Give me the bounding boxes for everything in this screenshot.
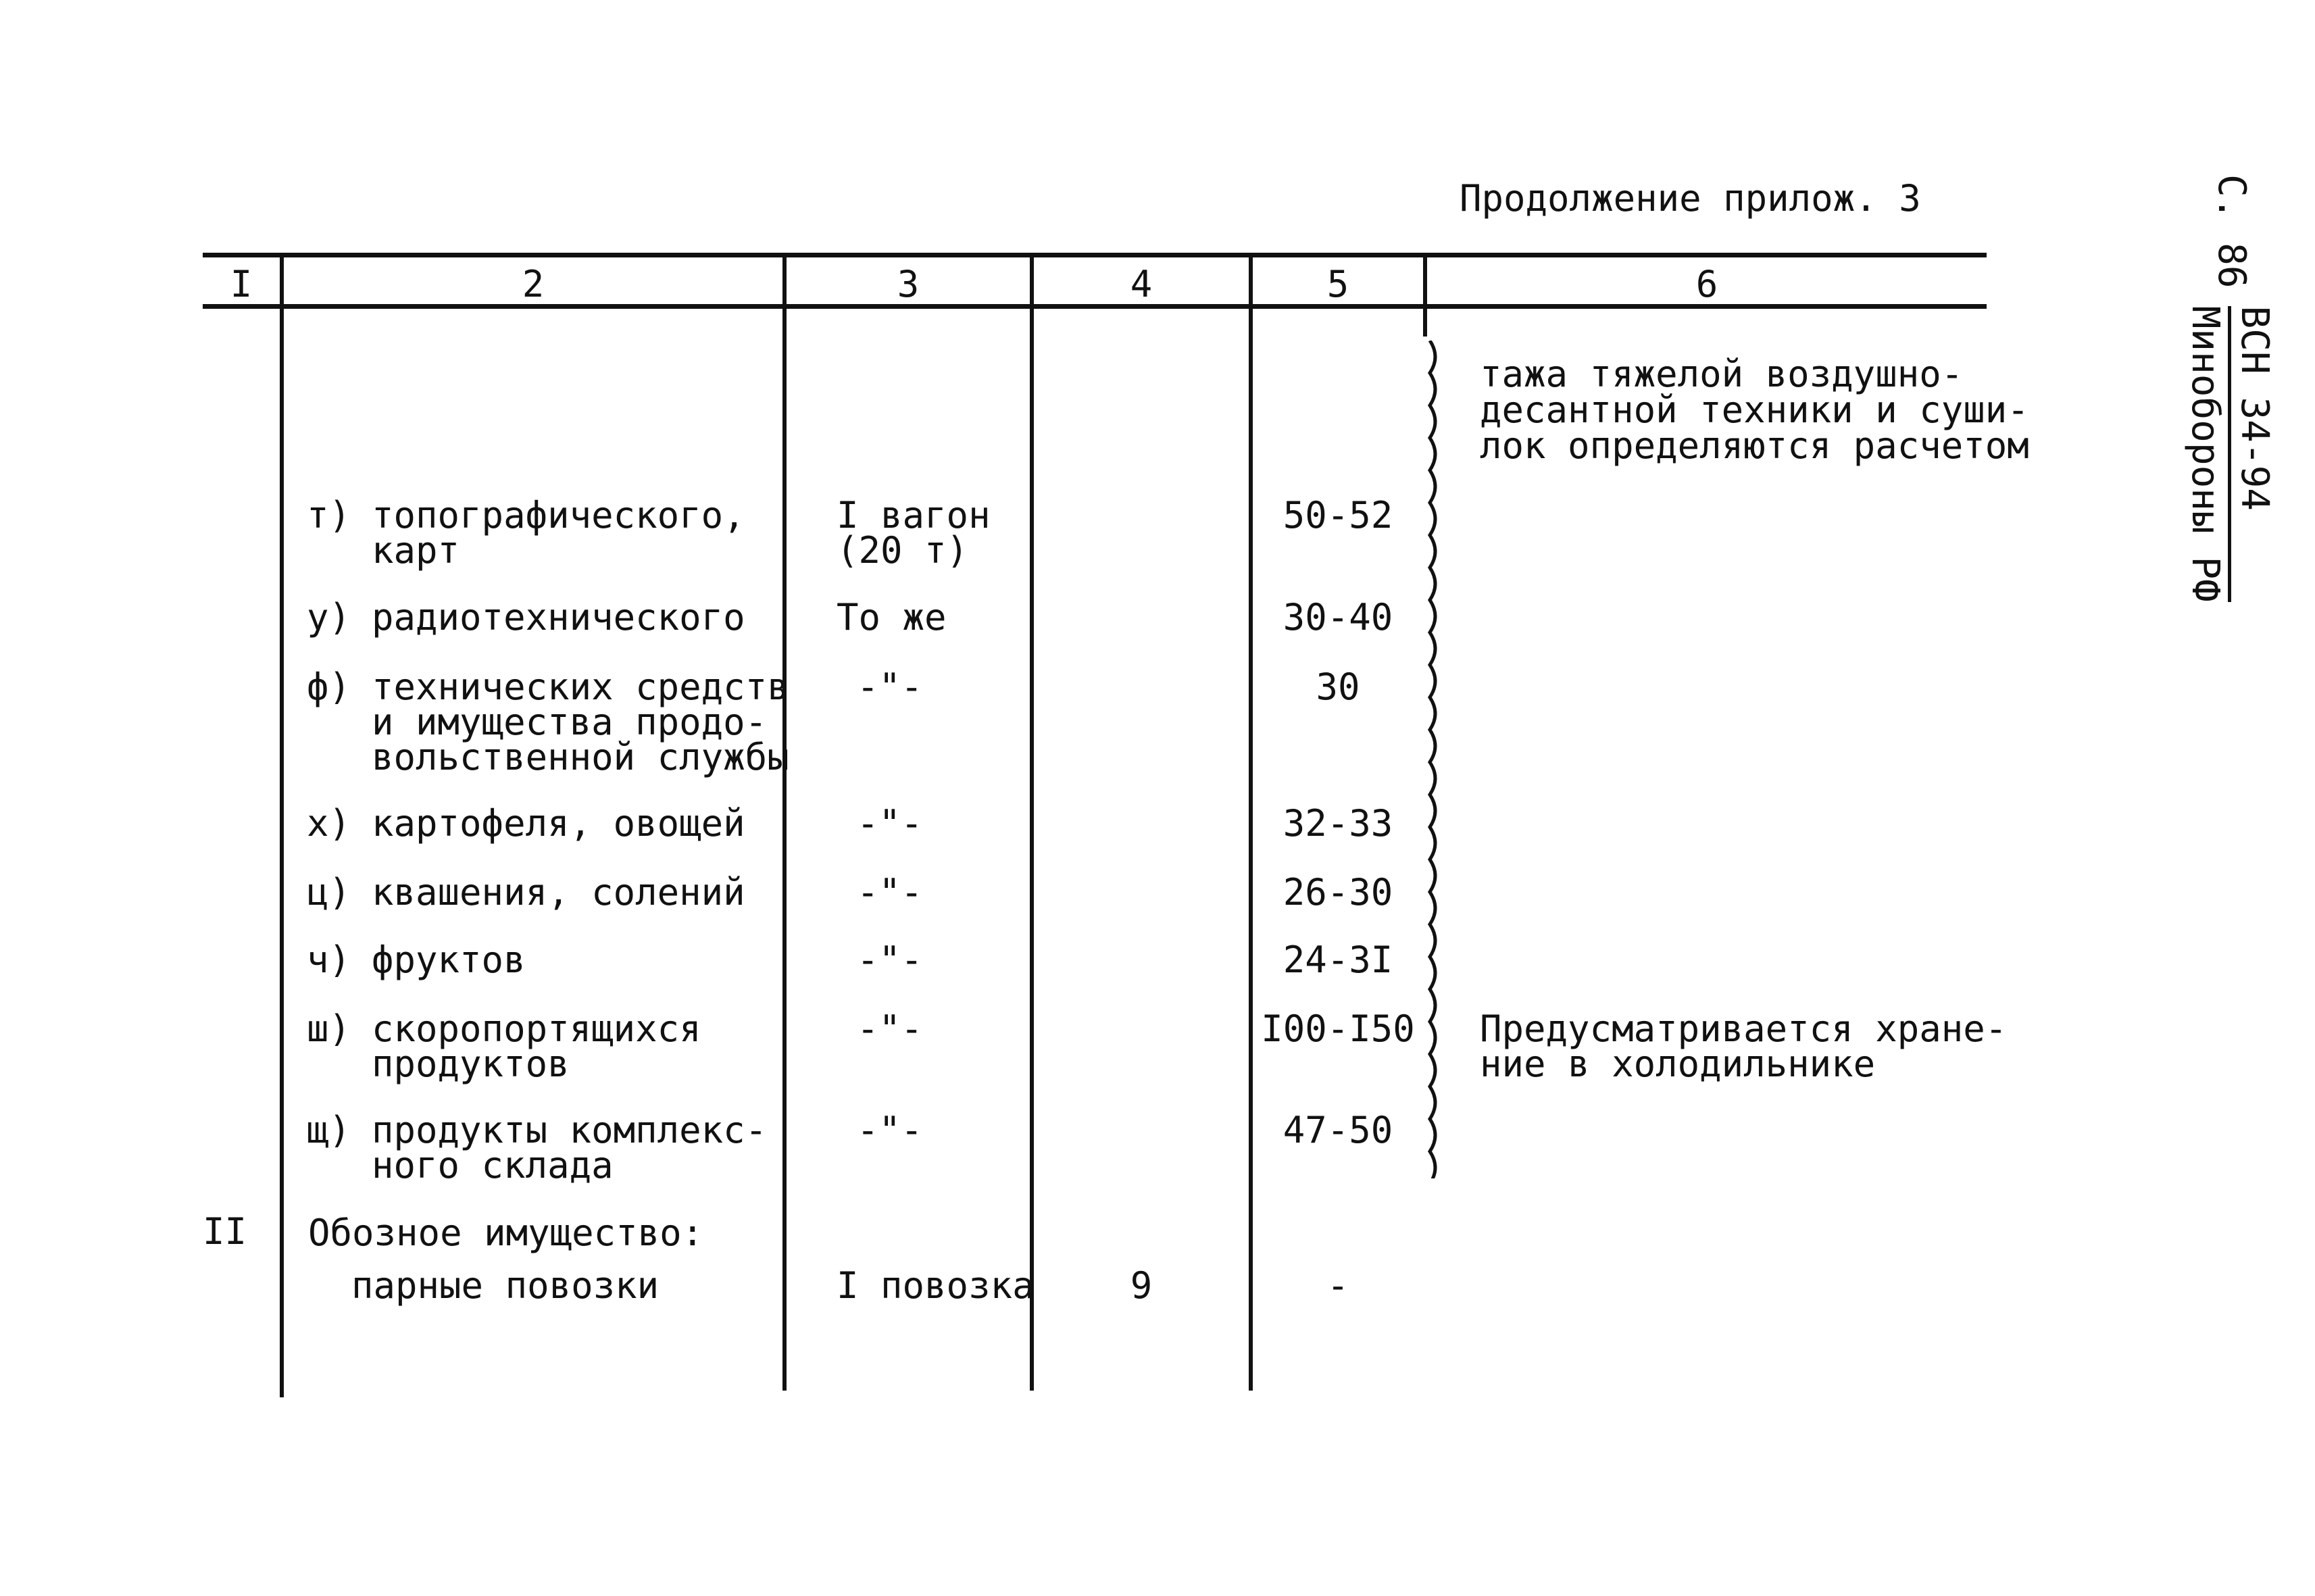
row-name-line: топографического,	[372, 494, 745, 537]
row-name-line: и имущества продо-	[372, 701, 768, 743]
row-unit-line: -"-	[857, 666, 923, 708]
header-bottom-rule	[203, 304, 1987, 309]
col-header-1: I	[230, 263, 253, 305]
row-norm: 30	[1316, 666, 1360, 708]
row-letter: х)	[307, 802, 351, 845]
table-top-rule	[203, 253, 1987, 257]
row-unit-line: I вагон	[837, 494, 991, 537]
row-name-line: карт	[372, 529, 460, 572]
row-letter: ш)	[307, 1007, 351, 1050]
row-letter: ц)	[307, 871, 351, 914]
row-name-line: вольственной службы	[372, 736, 789, 778]
row-norm: 26-30	[1283, 871, 1393, 914]
col-header-5: 5	[1326, 263, 1349, 305]
row-norm: 30-40	[1283, 596, 1393, 639]
row-name-line: радиотехнического	[372, 596, 745, 639]
section-unit: I повозка	[837, 1264, 1035, 1307]
note-top-line-3: лок определяются расчетом	[1480, 424, 2029, 467]
col-divider-3	[1030, 255, 1034, 1391]
doc-code: ВСН 34-94	[2228, 306, 2273, 602]
row-note-line: Предусматривается хране-	[1480, 1007, 2008, 1050]
col-header-4: 4	[1130, 263, 1153, 305]
row-letter: ф)	[307, 666, 351, 708]
row-name-line: продуктов	[372, 1043, 570, 1085]
row-norm: 50-52	[1283, 494, 1393, 537]
row-name-line: технических средств	[372, 666, 789, 708]
section-number: II	[203, 1210, 247, 1253]
col-divider-1	[280, 255, 284, 1397]
ministry-label: Минобороны РФ	[2183, 305, 2227, 602]
row-letter: т)	[307, 494, 351, 537]
row-norm: 32-33	[1283, 802, 1393, 845]
col-divider-2	[782, 255, 787, 1391]
row-letter: ч)	[307, 939, 351, 981]
row-name-line: картофеля, овощей	[372, 802, 745, 845]
row-name-line: квашения, солений	[372, 871, 745, 914]
row-unit-line: -"-	[857, 871, 923, 914]
note-top-line-2: десантной техники и суши-	[1480, 389, 2029, 431]
row-letter: щ)	[307, 1109, 351, 1151]
row-name-line: продукты комплекс-	[372, 1109, 768, 1151]
row-norm: 24-3I	[1283, 939, 1393, 981]
row-unit-line: (20 т)	[837, 529, 969, 572]
row-unit-line: -"-	[857, 939, 923, 981]
col-header-6: 6	[1695, 263, 1718, 305]
row-letter: у)	[307, 596, 351, 639]
row-unit-line: -"-	[857, 802, 923, 845]
section-item: парные повозки	[351, 1264, 659, 1307]
side-header	[2163, 174, 2276, 602]
row-norm: 47-50	[1283, 1109, 1393, 1151]
continuation-label: Продолжение прилож. 3	[1460, 177, 1921, 220]
page-number: С. 86	[2210, 174, 2254, 289]
row-unit-line: -"-	[857, 1109, 923, 1151]
section-col4: 9	[1130, 1264, 1153, 1307]
wavy-brace-icon	[1423, 341, 1443, 1178]
row-note-line: ние в холодильнике	[1480, 1043, 1876, 1085]
col-header-2: 2	[522, 263, 545, 305]
doc-designation	[2183, 305, 2276, 602]
row-norm: I00-I50	[1261, 1007, 1415, 1050]
col-header-3: 3	[897, 263, 920, 305]
row-unit-line: То же	[837, 596, 947, 639]
section-title: Обозное имущество:	[308, 1212, 704, 1254]
row-name-line: фруктов	[372, 939, 526, 981]
row-name-line: скоропортящихся	[372, 1007, 701, 1050]
row-name-line: ного склада	[372, 1144, 614, 1187]
row-unit-line: -"-	[857, 1007, 923, 1050]
section-norm: -	[1326, 1264, 1349, 1307]
note-top-line-1: тажа тяжелой воздушно-	[1480, 353, 1964, 395]
